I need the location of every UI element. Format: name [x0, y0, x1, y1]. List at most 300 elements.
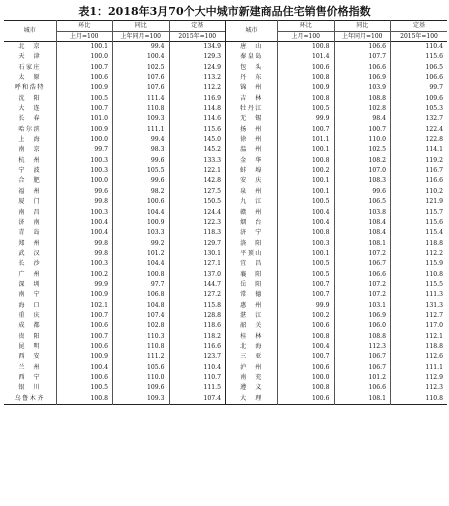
yoy-value: 108.4	[334, 228, 391, 238]
mom-value: 100.0	[278, 373, 335, 383]
yoy-value: 108.1	[334, 394, 391, 405]
yoy-value: 104.4	[113, 259, 170, 269]
mom-value: 100.0	[56, 176, 113, 186]
yoy-value: 109.3	[113, 114, 170, 124]
yoy-value: 100.6	[113, 197, 170, 207]
base-value: 115.6	[391, 52, 448, 62]
city-name: 洛 阳	[226, 239, 278, 249]
mom-value: 100.4	[278, 342, 335, 352]
base-value: 144.7	[169, 280, 226, 290]
header-base-right: 定基	[391, 21, 448, 32]
yoy-value: 103.8	[334, 208, 391, 218]
city-name: 北 海	[226, 342, 278, 352]
yoy-value: 99.4	[113, 135, 170, 145]
mom-value: 100.8	[278, 42, 335, 53]
mom-value: 100.1	[278, 249, 335, 259]
mom-value: 100.4	[56, 218, 113, 228]
base-value: 110.8	[391, 270, 448, 280]
city-name: 韶 关	[226, 321, 278, 331]
base-value: 115.9	[391, 259, 448, 269]
base-value: 127.1	[169, 259, 226, 269]
subheader-mom-left: 上月=100	[56, 32, 113, 42]
base-value: 129.3	[169, 52, 226, 62]
table-row	[4, 290, 447, 300]
city-name: 武 汉	[18, 249, 42, 257]
base-value: 128.8	[169, 311, 226, 321]
yoy-value: 106.5	[334, 197, 391, 207]
city-name: 海 口	[18, 301, 42, 309]
header-city-left: 城市	[23, 27, 36, 34]
base-value: 131.3	[391, 301, 448, 311]
base-value: 118.2	[169, 332, 226, 342]
base-value: 115.5	[391, 280, 448, 290]
table-row	[4, 166, 447, 176]
mom-value: 100.3	[56, 166, 113, 176]
table-row	[4, 394, 447, 405]
table-row	[4, 42, 447, 53]
city-name: 扬 州	[226, 125, 278, 135]
table-title: 表1：2018年3月70个大中城市新建商品住宅销售价格指数	[78, 5, 371, 18]
table-body	[4, 42, 447, 405]
mom-value: 100.5	[56, 383, 113, 393]
city-name: 沈 阳	[18, 94, 42, 102]
yoy-value: 105.5	[113, 166, 170, 176]
city-name: 广 州	[18, 270, 42, 278]
mom-value: 100.5	[278, 270, 335, 280]
table-row	[4, 332, 447, 342]
base-value: 137.0	[169, 270, 226, 280]
yoy-value: 112.3	[334, 342, 391, 352]
city-name: 泸 州	[226, 363, 278, 373]
yoy-value: 101.2	[113, 249, 170, 259]
base-value: 110.4	[169, 363, 226, 373]
base-value: 115.6	[169, 125, 226, 135]
table-row	[4, 218, 447, 228]
mom-value: 100.3	[56, 156, 113, 166]
city-name: 宁 波	[18, 167, 42, 175]
mom-value: 100.8	[278, 73, 335, 83]
city-name: 北 京	[18, 43, 42, 50]
base-value: 118.8	[391, 342, 448, 352]
mom-value: 100.6	[278, 321, 335, 331]
city-name: 常 德	[226, 290, 278, 300]
yoy-value: 108.2	[334, 156, 391, 166]
base-value: 109.6	[391, 94, 448, 104]
mom-value: 100.4	[56, 363, 113, 373]
yoy-value: 108.3	[334, 176, 391, 186]
city-name: 三 亚	[226, 352, 278, 362]
mom-value: 100.6	[278, 363, 335, 373]
city-name: 乌鲁木齐	[14, 394, 45, 402]
yoy-value: 105.6	[113, 363, 170, 373]
yoy-value: 107.2	[334, 290, 391, 300]
yoy-value: 108.8	[334, 332, 391, 342]
mom-value: 101.4	[278, 52, 335, 62]
table-row	[4, 135, 447, 145]
table-row	[4, 259, 447, 269]
yoy-value: 106.7	[334, 259, 391, 269]
base-value: 121.9	[391, 197, 448, 207]
city-name: 济 宁	[226, 228, 278, 238]
yoy-value: 106.9	[334, 311, 391, 321]
base-value: 116.6	[391, 176, 448, 186]
city-name: 哈尔滨	[18, 125, 42, 133]
base-value: 134.9	[169, 42, 226, 53]
mom-value: 100.3	[56, 208, 113, 218]
city-name: 湛 江	[226, 311, 278, 321]
table-row	[4, 373, 447, 383]
subheader-base-right: 2015年=100	[391, 32, 448, 42]
city-name: 济 南	[18, 218, 42, 226]
mom-value: 99.9	[278, 114, 335, 124]
mom-value: 100.5	[278, 259, 335, 269]
table-row	[4, 145, 447, 155]
mom-value: 100.6	[278, 394, 335, 405]
yoy-value: 102.8	[113, 321, 170, 331]
mom-value: 100.1	[278, 176, 335, 186]
table-row	[4, 239, 447, 249]
yoy-value: 107.6	[113, 73, 170, 83]
city-name: 牡丹江	[226, 104, 278, 114]
base-value: 122.1	[169, 166, 226, 176]
yoy-value: 99.6	[334, 187, 391, 197]
base-value: 110.4	[391, 42, 448, 53]
city-name: 天 津	[18, 53, 42, 61]
city-name: 遵 义	[226, 383, 278, 393]
city-name: 南 京	[18, 146, 42, 154]
mom-value: 100.8	[278, 156, 335, 166]
yoy-value: 99.2	[113, 239, 170, 249]
city-name: 合 肥	[18, 177, 42, 185]
base-value: 112.7	[391, 311, 448, 321]
base-value: 115.8	[169, 301, 226, 311]
subheader-base-left: 2015年=100	[169, 32, 226, 42]
mom-value: 100.0	[56, 135, 113, 145]
city-name: 银 川	[18, 384, 42, 392]
yoy-value: 103.9	[334, 83, 391, 93]
mom-value: 100.6	[56, 342, 113, 352]
mom-value: 100.8	[278, 228, 335, 238]
mom-value: 99.6	[56, 187, 113, 197]
yoy-value: 106.9	[334, 73, 391, 83]
city-name: 金 华	[226, 156, 278, 166]
base-value: 116.7	[391, 166, 448, 176]
city-name: 惠 州	[226, 301, 278, 311]
mom-value: 100.6	[278, 63, 335, 73]
base-value: 122.8	[391, 135, 448, 145]
table-row	[4, 83, 447, 93]
yoy-value: 99.6	[113, 156, 170, 166]
base-value: 114.6	[169, 114, 226, 124]
base-value: 99.7	[391, 83, 448, 93]
yoy-value: 102.5	[334, 145, 391, 155]
city-name: 南 充	[226, 373, 278, 383]
mom-value: 100.1	[278, 145, 335, 155]
mom-value: 100.1	[278, 187, 335, 197]
base-value: 106.6	[391, 73, 448, 83]
yoy-value: 102.8	[334, 104, 391, 114]
table-row	[4, 208, 447, 218]
base-value: 116.6	[169, 342, 226, 352]
city-name: 桂 林	[226, 332, 278, 342]
table-row	[4, 342, 447, 352]
base-value: 111.1	[391, 363, 448, 373]
yoy-value: 101.2	[334, 373, 391, 383]
mom-value: 100.5	[278, 104, 335, 114]
mom-value: 100.9	[278, 83, 335, 93]
base-value: 127.5	[169, 187, 226, 197]
city-name: 南 昌	[18, 208, 42, 216]
yoy-value: 106.7	[334, 352, 391, 362]
table-row	[4, 63, 447, 73]
base-value: 124.9	[169, 63, 226, 73]
mom-value: 102.1	[56, 301, 113, 311]
mom-value: 100.6	[56, 373, 113, 383]
yoy-value: 110.3	[113, 332, 170, 342]
yoy-value: 106.6	[334, 42, 391, 53]
mom-value: 100.5	[56, 94, 113, 104]
yoy-value: 103.3	[113, 228, 170, 238]
base-value: 133.3	[169, 156, 226, 166]
mom-value: 100.7	[278, 280, 335, 290]
base-value: 107.4	[169, 394, 226, 405]
base-value: 142.8	[169, 176, 226, 186]
city-name: 贵 阳	[18, 332, 42, 340]
yoy-value: 109.3	[113, 394, 170, 405]
header-yoy-right: 同比	[334, 21, 391, 32]
base-value: 112.2	[391, 249, 448, 259]
city-name: 杭 州	[18, 156, 42, 164]
yoy-value: 110.0	[113, 373, 170, 383]
city-name: 深 圳	[18, 280, 42, 288]
yoy-value: 107.2	[334, 280, 391, 290]
yoy-value: 106.0	[334, 321, 391, 331]
table-row	[4, 125, 447, 135]
mom-value: 100.0	[56, 52, 113, 62]
yoy-value: 104.4	[113, 208, 170, 218]
mom-value: 99.7	[56, 145, 113, 155]
city-name: 徐 州	[226, 135, 278, 145]
table-row	[4, 363, 447, 373]
mom-value: 100.9	[56, 352, 113, 362]
yoy-value: 103.1	[334, 301, 391, 311]
yoy-value: 97.7	[113, 280, 170, 290]
yoy-value: 107.4	[113, 311, 170, 321]
base-value: 110.7	[169, 373, 226, 383]
mom-value: 100.9	[56, 125, 113, 135]
city-name: 昆 明	[18, 342, 42, 350]
base-value: 110.8	[391, 394, 448, 405]
base-value: 112.6	[391, 352, 448, 362]
yoy-value: 104.8	[113, 301, 170, 311]
city-name: 秦皇岛	[226, 52, 278, 62]
city-name: 青 岛	[18, 229, 42, 237]
table-row	[4, 94, 447, 104]
mom-value: 99.8	[56, 249, 113, 259]
mom-value: 100.7	[278, 125, 335, 135]
table-row	[4, 301, 447, 311]
base-value: 145.2	[169, 145, 226, 155]
yoy-value: 99.6	[113, 176, 170, 186]
base-value: 112.9	[391, 373, 448, 383]
table-row	[4, 104, 447, 114]
mom-value: 100.4	[56, 228, 113, 238]
yoy-value: 111.4	[113, 94, 170, 104]
city-name: 长 春	[18, 115, 42, 123]
base-value: 119.2	[391, 156, 448, 166]
yoy-value: 110.8	[113, 342, 170, 352]
header-yoy-left: 同比	[113, 21, 170, 32]
city-name: 赣 州	[226, 208, 278, 218]
mom-value: 100.7	[56, 104, 113, 114]
table-row	[4, 270, 447, 280]
base-value: 117.0	[391, 321, 448, 331]
table-row	[4, 52, 447, 62]
table-row	[4, 280, 447, 290]
city-name: 兰 州	[18, 363, 42, 371]
yoy-value: 108.8	[334, 94, 391, 104]
base-value: 112.1	[391, 332, 448, 342]
table-row	[4, 156, 447, 166]
table-row	[4, 197, 447, 207]
price-index-table	[4, 20, 447, 405]
mom-value: 100.2	[56, 270, 113, 280]
city-name: 太 原	[18, 74, 42, 82]
mom-value: 100.2	[278, 311, 335, 321]
city-name: 西 宁	[18, 374, 42, 381]
yoy-value: 100.9	[113, 218, 170, 228]
mom-value: 100.8	[278, 94, 335, 104]
base-value: 129.7	[169, 239, 226, 249]
mom-value: 100.3	[278, 239, 335, 249]
base-value: 132.7	[391, 114, 448, 124]
yoy-value: 98.3	[113, 145, 170, 155]
city-name: 大 理	[226, 394, 278, 405]
city-name: 无 锡	[226, 114, 278, 124]
yoy-value: 107.6	[113, 83, 170, 93]
mom-value: 100.7	[56, 332, 113, 342]
base-value: 118.6	[169, 321, 226, 331]
mom-value: 99.8	[56, 197, 113, 207]
base-value: 110.2	[391, 187, 448, 197]
mom-value: 99.8	[56, 239, 113, 249]
header-mom-left: 环比	[56, 21, 113, 32]
table-row	[4, 352, 447, 362]
yoy-value: 107.0	[334, 166, 391, 176]
mom-value: 99.9	[278, 301, 335, 311]
yoy-value: 108.1	[334, 239, 391, 249]
mom-value: 101.0	[56, 114, 113, 124]
base-value: 122.4	[391, 125, 448, 135]
yoy-value: 106.7	[334, 363, 391, 373]
city-name: 九 江	[226, 197, 278, 207]
yoy-value: 111.2	[113, 352, 170, 362]
city-name: 安 庆	[226, 176, 278, 186]
mom-value: 100.6	[56, 321, 113, 331]
city-name: 福 州	[18, 187, 42, 195]
base-value: 114.1	[391, 145, 448, 155]
city-name: 岳 阳	[226, 280, 278, 290]
base-value: 111.3	[391, 290, 448, 300]
city-name: 温 州	[226, 145, 278, 155]
base-value: 150.5	[169, 197, 226, 207]
base-value: 130.1	[169, 249, 226, 259]
table-row	[4, 176, 447, 186]
yoy-value: 98.2	[113, 187, 170, 197]
table-row	[4, 249, 447, 259]
mom-value: 100.7	[56, 311, 113, 321]
mom-value: 100.4	[278, 208, 335, 218]
city-name: 呼和浩特	[14, 84, 45, 92]
subheader-mom-right: 上月=100	[278, 32, 335, 42]
yoy-value: 109.6	[113, 383, 170, 393]
mom-value: 100.8	[278, 332, 335, 342]
mom-value: 100.9	[56, 83, 113, 93]
yoy-value: 106.6	[334, 63, 391, 73]
yoy-value: 98.4	[334, 114, 391, 124]
header-base-left: 定基	[169, 21, 226, 32]
yoy-value: 99.4	[113, 42, 170, 53]
yoy-value: 107.7	[334, 52, 391, 62]
city-name: 西 安	[18, 353, 42, 361]
base-value: 127.2	[169, 290, 226, 300]
city-name: 重 庆	[18, 311, 42, 319]
base-value: 118.8	[391, 239, 448, 249]
table-row	[4, 311, 447, 321]
city-name: 大 连	[18, 105, 42, 113]
header-city-right: 城市	[226, 21, 278, 42]
mom-value: 100.8	[278, 383, 335, 393]
city-name: 蚌 埠	[226, 166, 278, 176]
base-value: 113.2	[169, 73, 226, 83]
base-value: 123.7	[169, 352, 226, 362]
base-value: 122.3	[169, 218, 226, 228]
city-name: 上 海	[18, 136, 42, 144]
mom-value: 100.4	[278, 218, 335, 228]
header-mom-right: 环比	[278, 21, 335, 32]
mom-value: 100.7	[278, 352, 335, 362]
base-value: 105.3	[391, 104, 448, 114]
yoy-value: 100.8	[113, 270, 170, 280]
subheader-yoy-left: 上年同月=100	[113, 32, 170, 42]
city-name: 郑 州	[18, 239, 42, 247]
yoy-value: 106.8	[113, 290, 170, 300]
mom-value: 99.9	[56, 280, 113, 290]
table-row	[4, 114, 447, 124]
base-value: 118.3	[169, 228, 226, 238]
mom-value: 100.3	[56, 259, 113, 269]
city-name: 平顶山	[226, 249, 278, 259]
mom-value: 100.8	[56, 394, 113, 405]
yoy-value: 107.2	[334, 249, 391, 259]
table-row	[4, 228, 447, 238]
subheader-yoy-right: 上年同月=100	[334, 32, 391, 42]
base-value: 116.9	[169, 94, 226, 104]
city-name: 长 沙	[18, 260, 42, 268]
city-name: 石家庄	[18, 63, 42, 71]
city-name: 吉 林	[226, 94, 278, 104]
mom-value: 100.7	[278, 290, 335, 300]
base-value: 124.4	[169, 208, 226, 218]
table-row	[4, 73, 447, 83]
city-name: 唐 山	[226, 42, 278, 53]
city-name: 泉 州	[226, 187, 278, 197]
yoy-value: 106.6	[334, 383, 391, 393]
mom-value: 100.6	[56, 73, 113, 83]
city-name: 厦 门	[18, 198, 42, 206]
base-value: 115.6	[391, 218, 448, 228]
mom-value: 100.2	[278, 166, 335, 176]
